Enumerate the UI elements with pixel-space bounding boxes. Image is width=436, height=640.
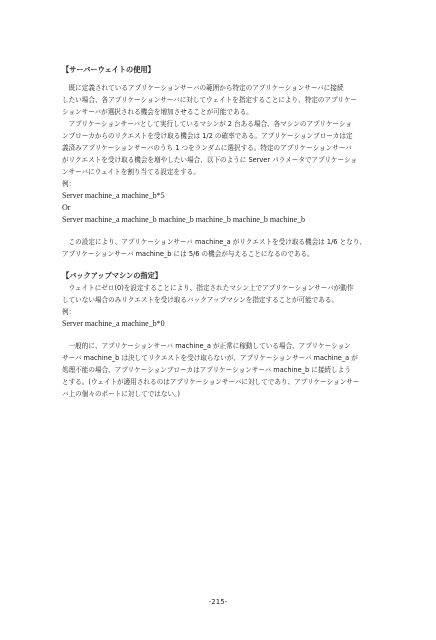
code-example-or: Or: [62, 203, 71, 212]
code-example-repeated: Server machine_a machine_b machine_b machine_b machine_b machine_b: [62, 215, 306, 224]
section-heading-server-weight: 【サーバーウェイトの使用】: [62, 65, 155, 74]
paragraph-line: ションサーバが選択される機会を増加させることが可能である。: [62, 108, 253, 116]
paragraph-line: ウェイトにゼロ(0)を設定することにより、指定されたマシン上でアプリケーションサーバが動作: [62, 284, 354, 292]
paragraph-line: していない場合のみリクエストを受け取るバックアップマシンを指定することが可能である。: [62, 296, 339, 304]
page-content: [62, 64, 397, 400]
server-weight-intro-paragraph: [62, 82, 397, 118]
paragraph-line: アプリケーションサーバ machine_b には 5/6 の機会が与えることになるのである。: [62, 250, 314, 258]
paragraph-line: がリクエストを受け取る機会を増やしたい場合、以下のように Server パラメータでアプリケーショ: [62, 156, 358, 164]
section-heading-backup-machine: 【バックアップマシンの指定】: [62, 271, 162, 280]
code-example-weight: Server machine_a machine_b*5: [62, 191, 165, 200]
example-label: 例：: [62, 308, 76, 316]
paragraph-line: アプリケーションサーバとして実行しているマシンが 2 台ある場合、各マシンのアプリケーショ: [62, 120, 352, 128]
example-label: 例：: [62, 180, 76, 188]
paragraph-line: 一般的に、アプリケーションサーバ machine_a が正常に稼動している場合、アプリケーション: [62, 342, 351, 350]
paragraph-line: ンサーバにウェイトを割り当てる設定をする。: [62, 168, 200, 176]
paragraph-line: とする。(ウェイトが適用されるのはアプリケーションサーバに対してであり、アプリケーションサー: [62, 378, 360, 386]
paragraph-line: 既に定義されているアプリケーションサーバの範囲から特定のアプリケーションサーバに接続: [62, 84, 344, 92]
backup-machine-detail-paragraph: [62, 340, 397, 400]
page-number: -215-: [208, 598, 228, 606]
server-weight-result-paragraph: [62, 236, 397, 260]
paragraph-line: バ上の個々のポートに対してではない。): [62, 390, 180, 398]
code-example-backup: Server machine_a machine_b*0: [62, 319, 165, 328]
paragraph-line: この設定により、アプリケーションサーバ machine_a がリクエストを受け取る機会は 1/6 となり、: [62, 238, 366, 246]
paragraph-line: 処理不能の場合、アプリケーションブローカはアプリケーションサーバ machine_b に接続しよう: [62, 366, 351, 374]
paragraph-line: サーバ machine_b は決してリクエストを受け取らないが、アプリケーションサーバ machine_a が: [62, 354, 358, 362]
paragraph-line: ンブローカからのリクエストを受け取る機会は 1/2 の確率である。アプリケーションブローカは定: [62, 132, 353, 140]
server-weight-detail-paragraph: [62, 118, 397, 178]
backup-machine-intro-paragraph: [62, 282, 397, 306]
paragraph-line: したい場合、各アプリケーションサーバに対してウェイトを指定することにより、特定のアプリケー: [62, 96, 358, 104]
paragraph-line: 義済みアプリケーションサーバのうち 1 つをランダムに選択する。特定のアプリケーションサーバ: [62, 144, 352, 152]
